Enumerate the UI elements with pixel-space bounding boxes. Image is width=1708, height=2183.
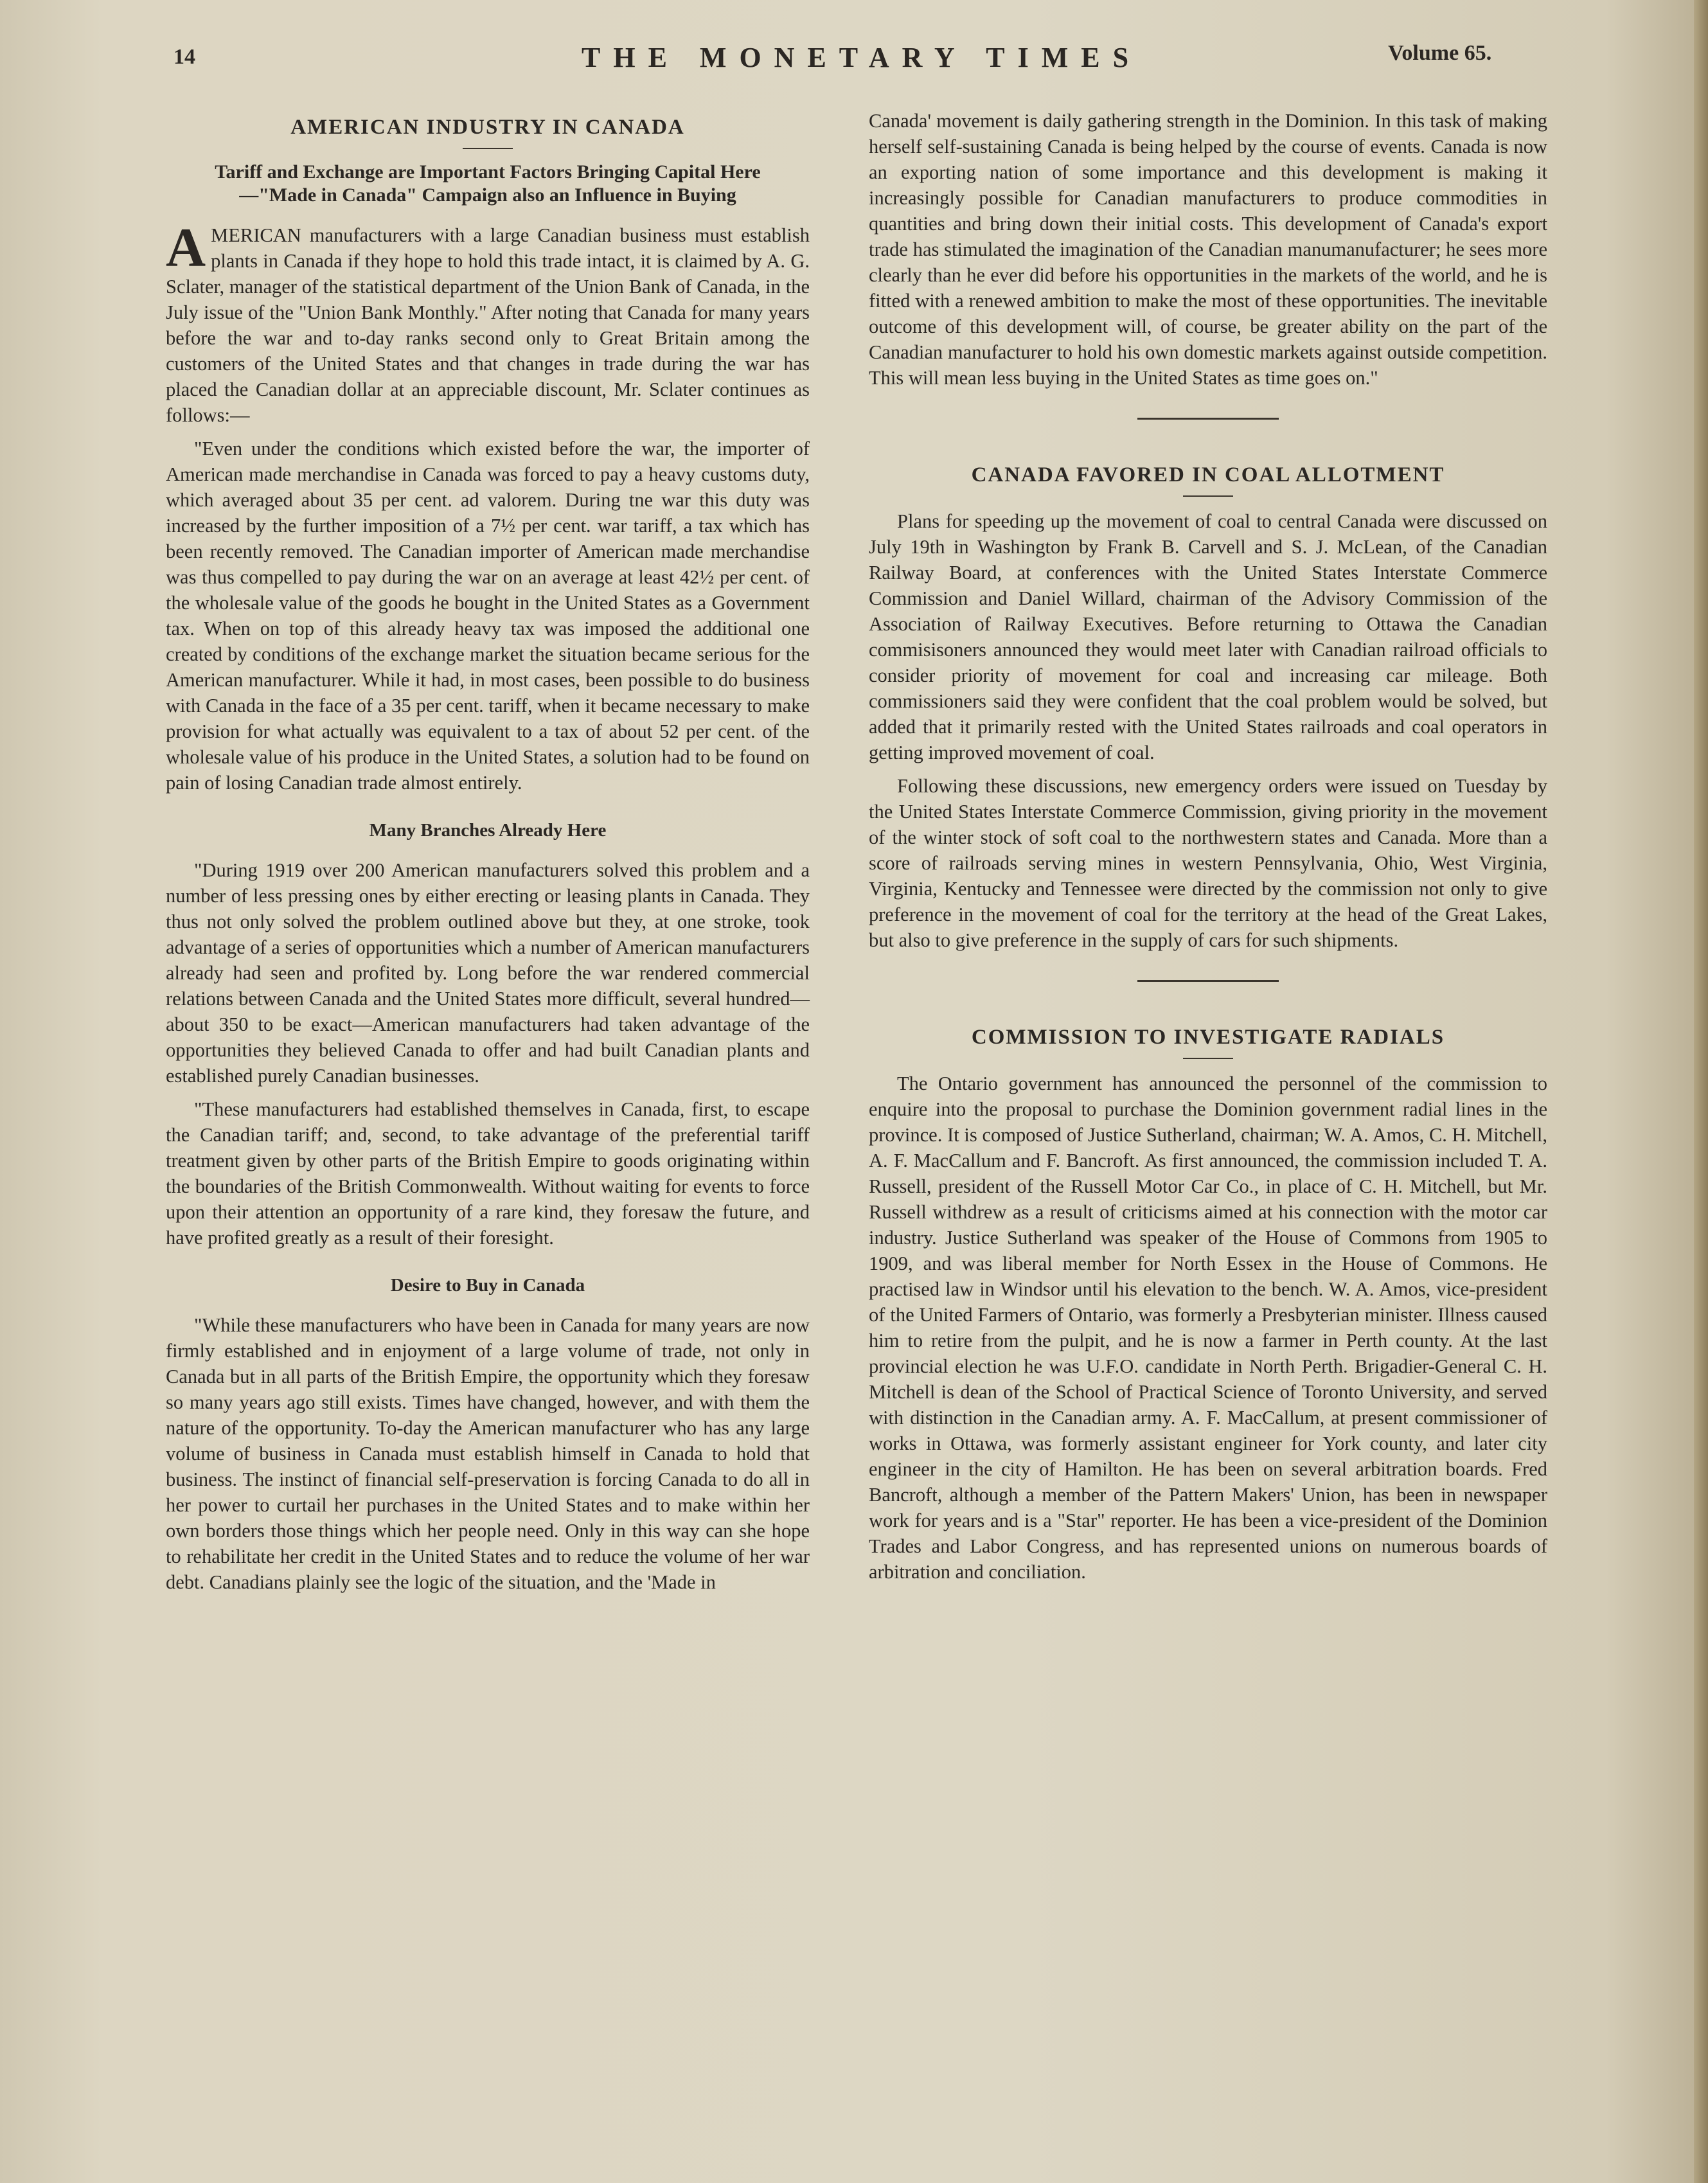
journal-title: THE MONETARY TIMES [582, 42, 1142, 73]
article-title-coal-allotment: CANADA FAVORED IN COAL ALLOTMENT [971, 463, 1445, 486]
article-subtitle: Tariff and Exchange are Important Factors Bringing Capital Here—"Made in Canada" Campaign also an Influence in Buying [215, 161, 761, 206]
title-rule [463, 148, 513, 149]
paragraph: "During 1919 over 200 American manufacturers solved this problem and a number of less pressing ones by either erecting or leasing plants in Canada. They thus not only solved the problem outlined above but they, at one stroke, took advantage of a series of opportunities which a number of American manufacturers already had seen and profited by. Long before the war rendered commercial relations between Canada and the United States more difficult, several hundred—about 350 to be exact—American manufacturers had taken advantage of the opportunities they believed Canada to offer and had built Canadian plants and established purely Canadian businesses. [166, 859, 810, 1087]
paragraph: "While these manufacturers who have been in Canada for many years are now firmly established and in enjoyment of a large volume of trade, not only in Canada but in all parts of the British Empire, the opportunity which they foresaw so many years ago still exists. Times have changed, however, and with them the nature of the opportunity. To-day the American manufacturer who has any large volume of business in Canada must establish himself in Canada to hold that business. The instinct of financial self-preservation is forcing Canada to do all in her power to curtail her purchases in the United States and to make within her own borders those things which her people need. Only in this way can she hope to rehabilitate her credit in the United States and to reduce the volume of her war debt. Canadians plainly see the logic of the situation, and the 'Made in [166, 1314, 810, 1593]
page-header [0, 40, 1708, 91]
right-column [869, 108, 1547, 1592]
paragraph: Canada' movement is daily gathering strength in the Dominion. In this task of making herself self-sustaining Canada is being helped by the course of events. Canada is now an exporting nation of some importance and this development is making it increasingly possible for Canadian manufacturers to produce commodities in quantities and bring down their initial costs. This development of Canada's export trade has stimulated the imagination of the Canadian manumanufacturer; he sees more clearly than he ever did before his opportunities in the markets of the world, and he is fitted with a renewed ambition to make the most of these opportunities. The inevitable outcome of this development will, of course, be greater ability on the part of the Canadian manufacturer to hold his own domestic markets against outside competition. This will mean less buying in the United States as time goes on." [869, 110, 1547, 389]
paragraph: The Ontario government has announced the personnel of the commission to enquire into the proposal to purchase the Dominion government radial lines in the province. It is composed of Justice Sutherland, chairman; W. A. Amos, C. H. Mitchell, A. F. MacCallum and F. Bancroft. As first announced, the commission included T. A. Russell, president of the Russell Motor Car Co., in place of C. H. Mitchell, but Mr. Russell withdrew as a result of criticisms aimed at his connection with the motor car industry. Justice Sutherland was speaker of the House of Commons from 1905 to 1909, and was liberal member for North Essex in the House of Commons. He practised law in Windsor until his elevation to the bench. W. A. Amos, vice-president of the United Farmers of Ontario, was formerly a Presbyterian minister. Illness caused him to retire from the pulpit, and he is now a farmer in Perth county. At the last provincial election he was U.F.O. candidate in North Perth. Brigadier-General C. H. Mitchell is dean of the School of Practical Science of Toronto University, and served with distinction in the Canadian army. A. F. MacCallum, at present commissioner of works in Ottawa, was formerly assistant engineer for York county, and later city engineer in the city of Hamilton. He has been on several arbitration boards. Fred Bancroft, although a member of the Pattern Makers' Union, has been in newspaper work for years and is a "Star" reporter. He has been a vice-president of the Dominion Trades and Labor Congress, and has represented unions on numerous boards of arbitration and conciliation. [869, 1073, 1547, 1583]
page-number: 14 [173, 45, 195, 69]
left-column [166, 108, 810, 1603]
article-title-american-industry: AMERICAN INDUSTRY IN CANADA [290, 116, 685, 139]
section-heading: Many Branches Already Here [369, 820, 607, 841]
title-rule [1183, 1058, 1233, 1059]
article-separator [1137, 980, 1279, 982]
drop-cap: A [166, 217, 206, 278]
section-heading: Desire to Buy in Canada [390, 1275, 585, 1296]
article-separator [1137, 418, 1279, 420]
article-title-radials-commission: COMMISSION TO INVESTIGATE RADIALS [971, 1026, 1445, 1049]
paragraph: Following these discussions, new emergency orders were issued on Tuesday by the United States Interstate Commerce Commission, giving priority in the movement of the winter stock of soft coal to the northwestern states and Canada. More than a score of railroads serving mines in western Pennsylvania, Ohio, West Virginia, Virginia, Kentucky and Tennessee were directed by the commission not only to give preference in the movement of coal for the territory at the head of the Great Lakes, but also to give preference in the supply of cars for such shipments. [869, 775, 1547, 951]
paragraph: AMERICAN manufacturers with a large Canadian business must establish plants in Canada if they hope to hold this trade intact, it is claimed by A. G. Sclater, manager of the statistical department of the Union Bank of Canada, in the July issue of the "Union Bank Monthly." After noting that Canada for many years before the war and to-day ranks second only to Great Britain among the customers of the United States and that changes in trade during the war has placed the Canadian dollar at an appreciable discount, Mr. Sclater continues as follows:— [166, 217, 810, 426]
binding-edge [1694, 0, 1708, 2183]
title-rule [1183, 495, 1233, 497]
paragraph: "Even under the conditions which existed before the war, the importer of American made merchandise in Canada was forced to pay a heavy customs duty, which averaged about 35 per cent. ad valorem. During tne war this duty was increased by the further imposition of a 7½ per cent. war tariff, a tax which has been recently removed. The Canadian importer of American made merchandise was thus compelled to pay during the war on an average at least 42½ per cent. of the wholesale value of the goods he bought in the United States as a Government tax. When on top of this already heavy tax was imposed the additional one created by conditions of the exchange market the situation became serious for the American manufacturer. While it had, in most cases, been possible to do business with Canada in the face of a 35 per cent. tariff, when it became necessary to make provision for what actually was equivalent to a tax of about 52 per cent. of the wholesale value of his produce in the United States, a solution had to be found on pain of losing Canadian trade almost entirely. [166, 438, 810, 794]
volume-label: Volume 65. [1388, 41, 1492, 65]
paragraph: Plans for speeding up the movement of coal to central Canada were discussed on July 19th in Washington by Frank B. Carvell and S. J. McLean, of the Canadian Railway Board, at conferences with the United States Interstate Commerce Commission and Daniel Willard, chairman of the Advisory Commission of the Association of Railway Executives. Before returning to Ottawa the Canadian commisisoners announced they would meet later with Canadian railroad officials to consider priority of movement for coal and increasing car mileage. Both commissioners said they were confident that the coal problem would be solved, but added that it primarily rested with the United States railroads and coal operators in getting improved movement of coal. [869, 510, 1547, 763]
paragraph: "These manufacturers had established themselves in Canada, first, to escape the Canadian tariff; and, second, to take advantage of the preferential tariff treatment given by other parts of the British Empire to goods originating within the boundaries of the British Commonwealth. Without waiting for events to force upon their attention an opportunity of a rare kind, they foresaw the future, and have profited greatly as a result of their foresight. [166, 1098, 810, 1249]
